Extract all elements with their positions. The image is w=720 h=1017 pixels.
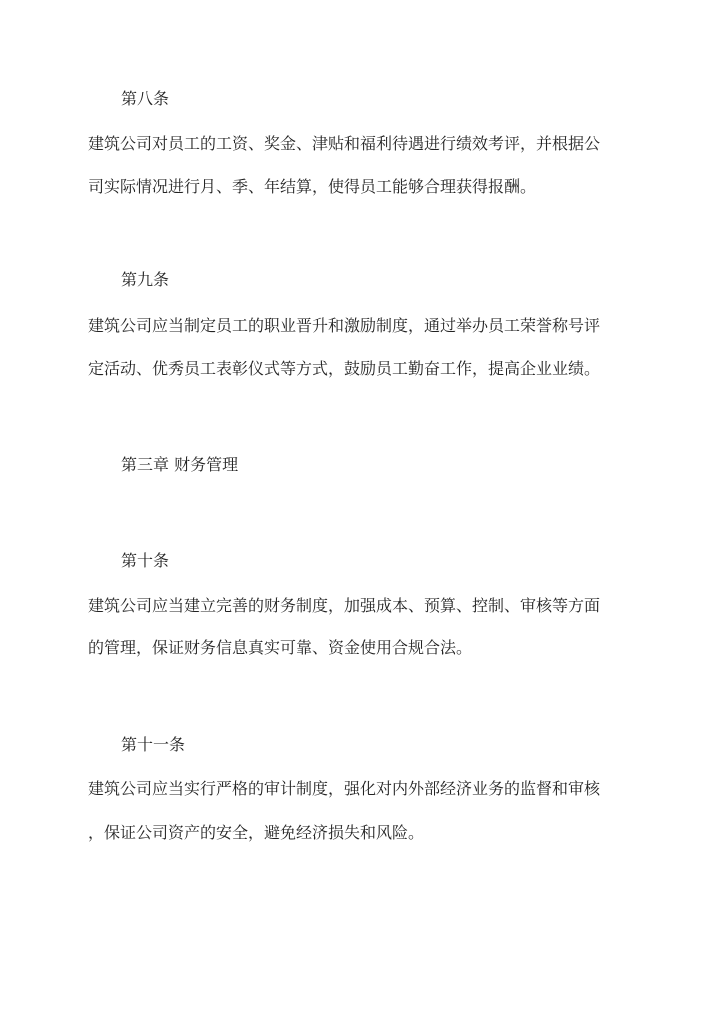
article-9-text-line-2: 定活动、优秀员工表彰仪式等方式，鼓励员工勤奋工作，提高企业业绩。 bbox=[88, 359, 601, 378]
article-8-text-line-1: 建筑公司对员工的工资、奖金、津贴和福利待遇进行绩效考评，并根据公 bbox=[88, 134, 601, 153]
article-11-text-line-2: ，保证公司资产的安全，避免经济损失和风险。 bbox=[88, 823, 425, 842]
article-8-heading: 第八条 bbox=[121, 89, 170, 108]
article-10-text-line-2: 的管理，保证财务信息真实可靠、资金使用合规合法。 bbox=[88, 638, 473, 657]
chapter-3-heading: 第三章 财务管理 bbox=[121, 455, 239, 474]
article-11-heading: 第十一条 bbox=[121, 735, 186, 754]
article-9-heading: 第九条 bbox=[121, 270, 170, 289]
article-8-text-line-2: 司实际情况进行月、季、年结算，使得员工能够合理获得报酬。 bbox=[88, 177, 537, 196]
article-11-text-line-1: 建筑公司应当实行严格的审计制度，强化对内外部经济业务的监督和审核 bbox=[88, 779, 601, 798]
article-10-heading: 第十条 bbox=[121, 551, 170, 570]
article-9-text-line-1: 建筑公司应当制定员工的职业晋升和激励制度，通过举办员工荣誉称号评 bbox=[88, 316, 601, 335]
article-10-text-line-1: 建筑公司应当建立完善的财务制度，加强成本、预算、控制、审核等方面 bbox=[88, 596, 601, 615]
